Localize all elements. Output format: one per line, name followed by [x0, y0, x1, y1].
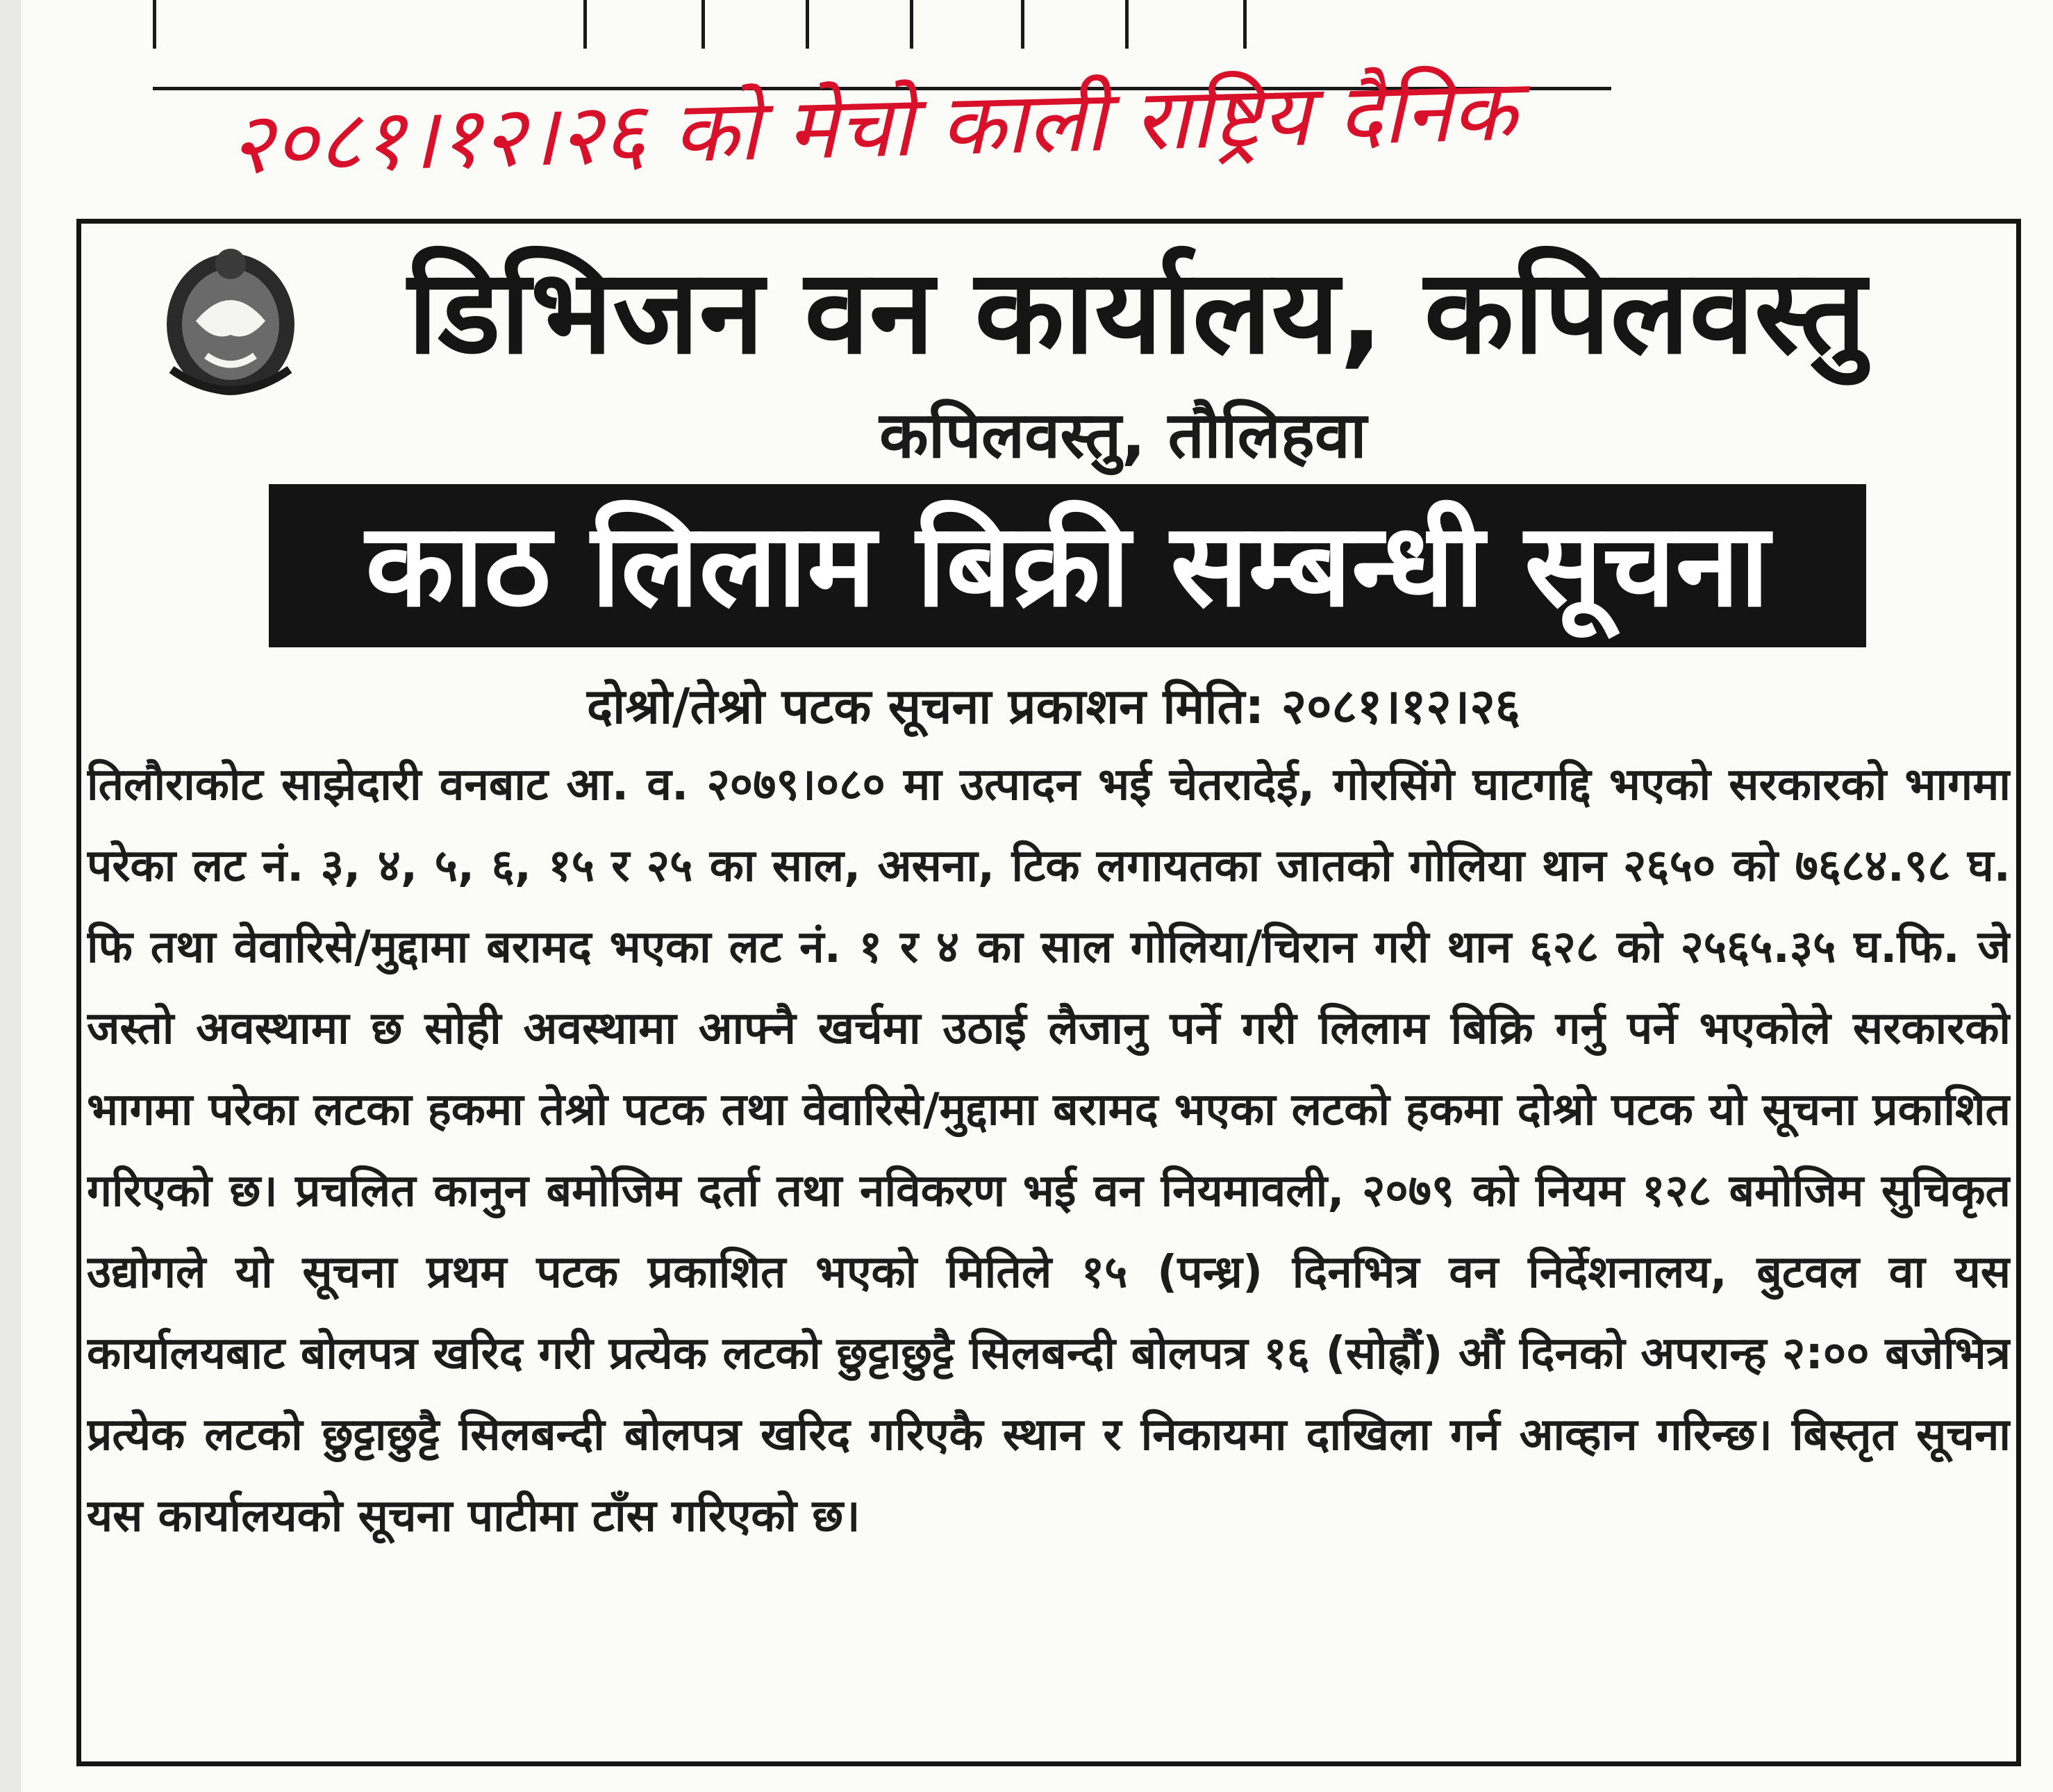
headline-banner — [269, 484, 1866, 647]
ruler-tick — [1243, 0, 1247, 49]
office-address: कपिलवस्तु, तौलिहवा — [879, 398, 1367, 472]
handwritten-source-note: २०८१।१२।२६ को मेचो काली राष्ट्रिय दैनिक — [228, 60, 1518, 194]
nepal-government-emblem-icon — [158, 238, 304, 404]
ruler-tick — [1125, 0, 1129, 49]
notice-box — [76, 219, 2021, 1766]
ruler-tick — [910, 0, 913, 49]
ruler-tick — [806, 0, 809, 49]
notice-body: तिलौराकोट साझेदारी वनबाट आ. व. २०७९।०८० मा उत्पादन भई चेतरादेई, गोरसिंगे घाटगद्दि भएको सरकारको भागमा परेका लट नं. ३, ४, ५, ६, १५ र २५ का साल, असना, टिक लगायतका जातको गोलिया थान २६५० को ७६८४.९८ घ. फि तथा वेवारिसे/मुद्दामा बरामद भएका लट नं. १ र ४ का साल गोलिया/चिरान गरी थान ६२८ को २५६५.३५ घ.फि. जे जस्तो अवस्थामा छ सोही अवस्थामा आफ्नै खर्चमा उठाई लैजानु पर्ने गरी लिलाम बिक्रि गर्नु पर्ने भएकोले सरकारको भागमा परेका लटका हकमा तेश्रो पटक तथा वेवारिसे/मुद्दामा बरामद भएका लटको हकमा दोश्रो पटक यो सूचना प्रकाशित गरिएको छ। प्रचलित कानुन बमोजिम दर्ता तथा नविकरण भई वन नियमावली, २०७९ को नियम १२८ बमोजिम सुचिकृत उद्योगले यो सूचना प्रथम पटक प्रकाशित भएको मितिले १५ (पन्ध्र) दिनभित्र वन निर्देशनालय, बुटवल वा यस कार्यालयबाट बोलपत्र खरिद गरी प्रत्येक लटको छुट्टाछुट्टै सिलबन्दी बोलपत्र १६ (सोह्रौं) औं दिनको अपरान्ह २:०० बजेभित्र प्रत्येक लटको छुट्टाछुट्टै सिलबन्दी बोलपत्र खरिद गरिएकै स्थान र निकायमा दाखिला गर्न आव्हान गरिन्छ। बिस्तृत सूचना यस कार्यालयको सूचना पाटीमा टाँस गरिएको छ। — [87, 759, 2011, 1542]
publication-date-line: दोश्रो/तेश्रो पटक सूचना प्रकाशन मिति: २०८१।१२।२६ — [587, 678, 1520, 735]
notice-headline: काठ लिलाम बिक्री सम्बन्धी सूचना — [365, 499, 1770, 633]
office-name: डिभिजन वन कार्यालय, कपिलवस्तु — [407, 244, 1867, 380]
newspaper-clipping — [21, 0, 2053, 1792]
ruler-tick — [153, 0, 156, 49]
ruler-tick — [1021, 0, 1024, 49]
ruler-tick — [583, 0, 587, 49]
ruler-tick — [701, 0, 705, 49]
